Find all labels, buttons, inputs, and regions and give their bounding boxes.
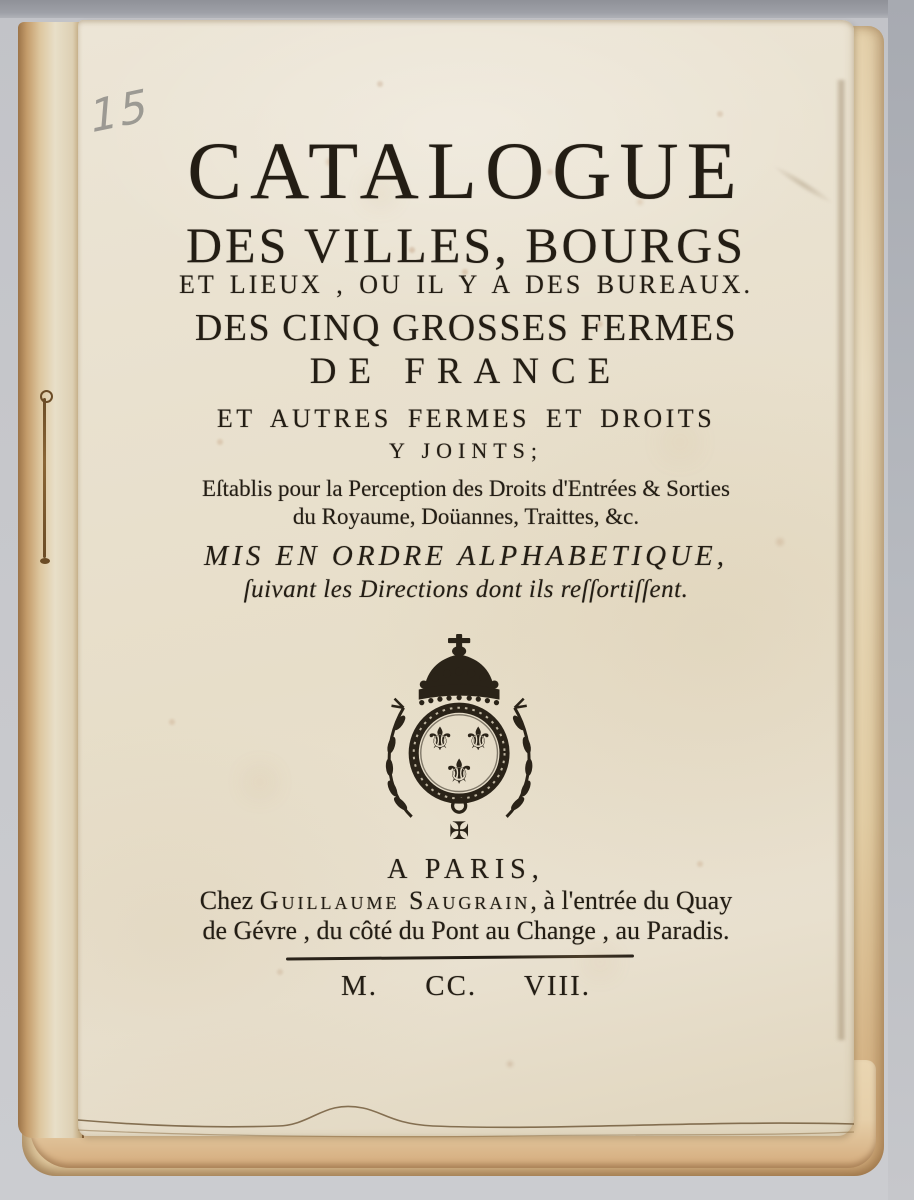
publisher-name: Guillaume Saugrain [259,886,531,915]
title-line-3: ET LIEUX , OU IL Y A DES BUREAUX. [179,270,753,299]
svg-text:⚜: ⚜ [443,752,475,793]
title-line-7: Y JOINTS; [388,438,544,463]
establishment-line-2: du Royaume, Doüannes, Traittes, &c. [292,504,640,529]
order-note-line-2: ſuivant les Directions dont ils reſſortiſſent. [243,576,689,603]
deckle-edge-hairline [78,1096,854,1140]
title-line-6: ET AUTRES FERMES ET DROITS [216,404,716,433]
printers-rule [286,954,634,960]
fleur-de-lis-group [425,720,492,792]
svg-text:⚜: ⚜ [463,720,493,759]
imprint-address-start: , à l'entrée du Quay [530,886,733,915]
page-fold-shadow [836,80,846,1040]
sewn-spine-edge [18,22,84,1138]
title-line-4: DES CINQ GROSSES FERMES [194,307,738,349]
letterpress-text-block [78,20,854,1136]
imprint-publisher-line [78,886,854,916]
imprint-date: M. CC. VIII. [340,970,592,1002]
handwritten-number: 15 [87,79,153,144]
imprint-chez: Chez [199,886,260,915]
main-title: CATALOGUE [187,125,745,216]
binding-thread [43,398,46,558]
establishment-line-1: Eſtablis pour la Perception des Droits d'Entrées & Sorties [202,476,730,501]
imprint-address-line: de Gévre , du côté du Pont au Change , au Paradis. [202,916,730,945]
pendant-cross-icon: ✠ [448,816,470,844]
title-line-2: DES VILLES, BOURGS [185,217,747,273]
order-note-line-1: MIS EN ORDRE ALPHABETIQUE, [204,540,728,572]
title-page-leaf [78,20,854,1136]
scanner-background-right [888,0,914,1200]
svg-text:⚜: ⚜ [425,720,455,759]
royal-coat-of-arms-icon [373,632,545,844]
imprint-city: A PARIS, [387,854,545,885]
scanner-background-top [0,0,914,18]
crown-icon [419,634,500,705]
title-line-5: DE FRANCE [309,351,623,392]
